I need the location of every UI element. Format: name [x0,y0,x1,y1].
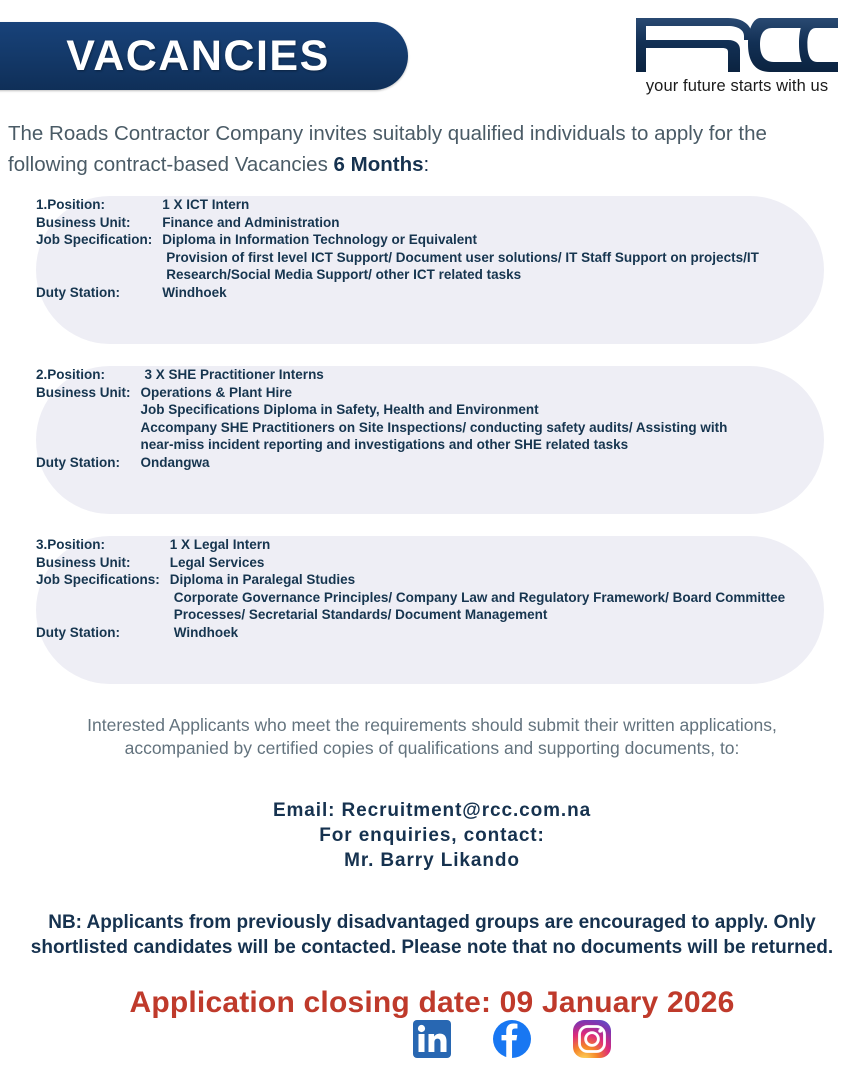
vacancy-row-duties-2 [36,436,727,454]
business-unit-label: Business Unit: [36,384,131,400]
vacancy-row-job-spec [36,401,727,419]
business-unit-value: Finance and Administration [162,214,340,230]
position-label: 1.Position: [36,197,106,212]
duty-station-value: Windhoek [162,284,227,300]
vacancy-card-2 [36,366,824,514]
job-spec-value: Job Specifications Diploma in Safety, Health and Environment [140,402,539,418]
intro-colon: : [423,153,430,176]
job-spec-label: Job Specifications: [36,572,160,588]
duties-line-2: Processes/ Secretarial Standards/ Document Management [173,607,548,623]
duties-spacer-1 [36,589,170,607]
vacancy-row-business-unit [36,214,759,232]
job-spec-label: Job Specification: [36,232,153,248]
position-value: 3 X SHE Practitioner Interns [144,367,324,382]
contact-email[interactable]: Email: Recruitment@rcc.com.na [272,800,592,821]
duties-line-1: Provision of first level ICT Support/ Document user solutions/ IT Staff Support on projects/IT [166,249,759,265]
vacancy-row-duties-2 [36,266,759,284]
vacancy-row-duties-2 [36,606,785,624]
instagram-icon[interactable] [571,1018,613,1060]
business-unit-label: Business Unit: [36,214,131,230]
duties-line-1: Accompany SHE Practitioners on Site Inspections/ conducting safety audits/ Assisting with [140,419,728,435]
duty-station-value: Windhoek [173,624,239,640]
linkedin-icon[interactable] [411,1018,453,1060]
duties-line-2: Research/Social Media Support/ other ICT related tasks [166,267,522,283]
vacancy-row-duties-1 [36,589,785,607]
position-value: 1 X Legal Intern [169,537,271,552]
business-unit-value: Operations & Plant Hire [140,384,293,400]
duty-station-label: Duty Station: [36,454,120,470]
job-spec-value: Diploma in Paralegal Studies [169,572,356,588]
page-header [0,0,864,112]
duties-line-2: near-miss incident reporting and investigations and other SHE related tasks [140,437,629,453]
nb-note-line-1: NB: Applicants from previously disadvantaged groups are encouraged to apply. Only [48,912,816,933]
duties-spacer-2 [36,436,141,454]
applicants-note [60,714,804,760]
social-icons-bar [0,1018,864,1060]
job-spec-value: Diploma in Information Technology or Equivalent [162,232,478,248]
vacancy-row-duties-1 [36,419,727,437]
vacancy-row-job-spec [36,231,759,249]
rcc-logo-block [632,14,842,96]
rcc-logo-icon [632,14,838,76]
contact-block [0,798,864,873]
duties-spacer-2 [36,606,170,624]
position-label: 3.Position: [36,537,106,552]
vacancy-row-position [36,536,785,554]
position-label: 2.Position: [36,367,106,382]
facebook-icon[interactable] [491,1018,533,1060]
vacancies-banner-label: VACANCIES [66,31,330,80]
nb-note-line-2: shortlisted candidates will be contacted. Please note that no documents will be returned. [30,936,834,958]
contact-enquiries-label: For enquiries, contact: [319,825,545,846]
nb-note [18,911,846,960]
closing-date: Application closing date: 09 January 2026 [129,986,735,1019]
duties-line-1: Corporate Governance Principles/ Company Law and Regulatory Framework/ Board Committee [173,589,786,605]
vacancies-banner [0,22,408,90]
vacancy-row-duty-station [36,454,727,472]
vacancy-row-business-unit [36,384,727,402]
intro-paragraph [8,118,846,180]
vacancy-row-duty-station [36,284,759,302]
contact-person: Mr. Barry Likando [344,850,520,871]
applicants-note-line-1: Interested Applicants who meet the requirements should submit their written applications, [87,715,777,735]
duties-spacer-2 [36,266,162,284]
duty-station-label: Duty Station: [36,624,120,640]
intro-duration: 6 Months [333,153,424,176]
vacancy-row-business-unit [36,554,785,572]
intro-text: The Roads Contractor Company invites suitably qualified individuals to apply for the following contract-based Vacancies [8,122,767,176]
applicants-note-line-2: accompanied by certified copies of qualifications and supporting documents, to: [124,738,740,758]
vacancy-row-position [36,196,759,214]
vacancy-row-duty-station [36,624,785,642]
business-unit-value: Legal Services [169,554,265,570]
job-spec-label [36,401,141,419]
vacancy-row-job-spec [36,571,785,589]
position-value: 1 X ICT Intern [162,197,250,212]
duties-spacer-1 [36,249,162,267]
business-unit-label: Business Unit: [36,554,131,570]
duties-spacer-1 [36,419,141,437]
vacancy-card-list [0,196,864,684]
duty-station-value: Ondangwa [140,454,210,470]
vacancy-card-1 [36,196,824,344]
rcc-logo-tagline: your future starts with us [645,77,829,95]
vacancy-row-position [36,366,727,384]
duty-station-label: Duty Station: [36,284,120,300]
vacancy-card-3 [36,536,824,684]
vacancy-row-duties-1 [36,249,759,267]
